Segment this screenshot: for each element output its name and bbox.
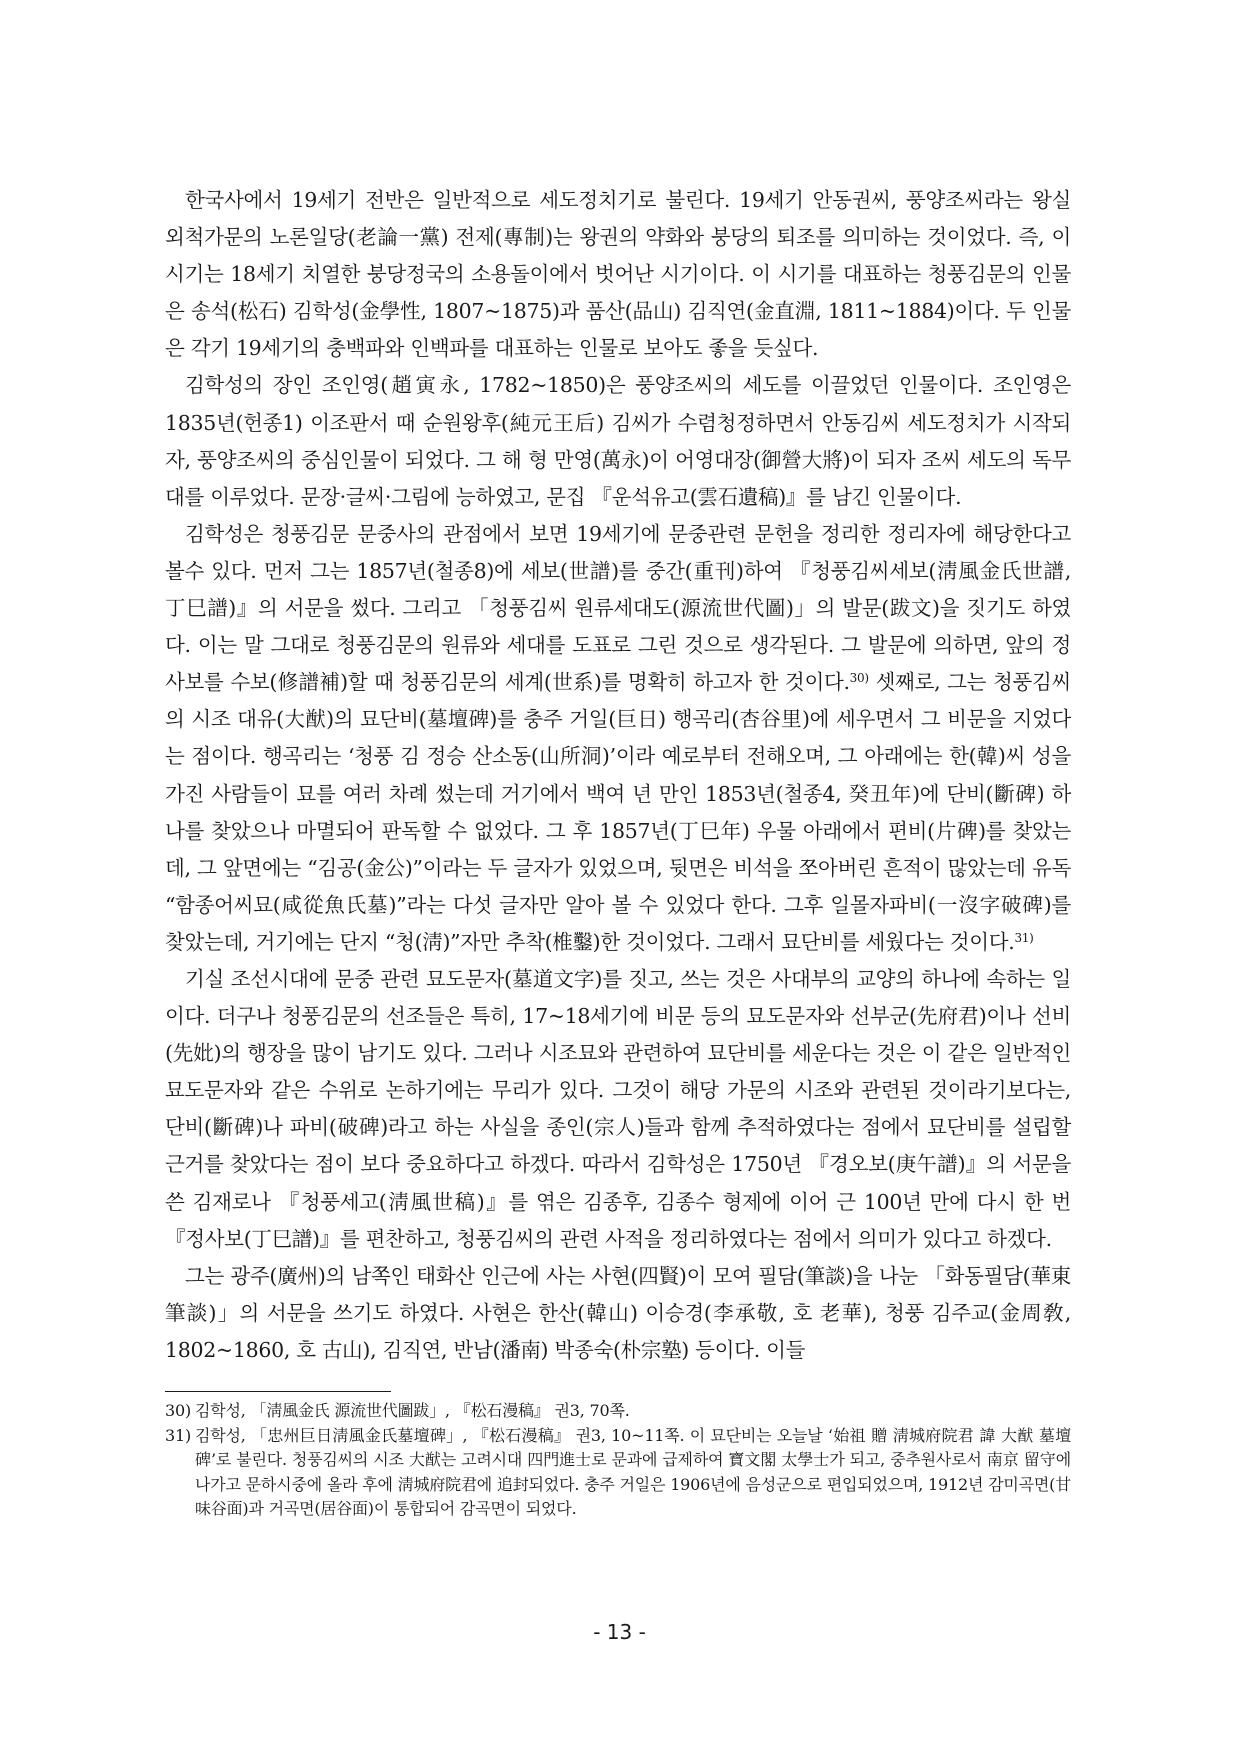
- footnote-number: 30): [165, 1401, 192, 1420]
- paragraph-2: 김학성의 장인 조인영(趙寅永, 1782~1850)은 풍양조씨의 세도를 이끌었던 인물이다. 조인영은 1835년(헌종1) 이조판서 때 순원왕후(純元王后) 김씨가 수렴청정하면서 안동김씨 세도정치가 시작되자, 풍양조씨의 중심인물이 되었다. 그 해 형 만영(萬永)이 어영대장(御營大將)이 되자 조씨 세도의 독무대를 이루었다. 문장·글씨·그림에 능하였고, 문집 『운석유고(雲石遺稿)』를 남긴 인물이다.: [165, 373, 1071, 509]
- paragraph-3-part-2: 셋째로, 그는 청풍김씨의 시조 대유(大猷)의 묘단비(墓壇碑)를 충주 거일(巨日) 행곡리(杏谷里)에 세우면서 그 비문을 지었다는 점이다. 행곡리는 ‘청풍 김 정승 산소동(山所洞)’이라 예로부터 전해오며, 그 아래에는 한(韓)씨 성을 가진 사람들이 묘를 여러 차례 썼는데 거기에서 백여 년 만인 1853년(철종4, 癸丑年)에 단비(斷碑) 하나를 찾았으나 마멸되어 판독할 수 없었다. 그 후 1857년(丁巳年) 우물 아래에서 편비(片碑)를 찾았는데, 그 앞면에는 “김공(金公)”이라는 두 글자가 있었으며, 뒷면은 비석을 쪼아버린 흔적이 많았는데 유독 “함종어씨묘(咸從魚氏墓)”라는 다섯 글자만 알아 볼 수 있었다 한다. 그후 일몰자파비(一沒字破碑)를 찾았는데, 거기에는 단지 “청(淸)”자만 추착(椎鑿)한 것이었다. 그래서 묘단비를 세웠다는 것이다.: [165, 670, 1071, 954]
- paragraph-4: 기실 조선시대에 문중 관련 묘도문자(墓道文字)를 짓고, 쓰는 것은 사대부의 교양의 하나에 속하는 일이다. 더구나 청풍김문의 선조들은 특히, 17~18세기에 비문 등의 묘도문자와 선부군(先府君)이나 선비(先妣)의 행장을 많이 남기도 있다. 그러나 시조묘와 관련하여 묘단비를 세운다는 것은 이 같은 일반적인 묘도문자와 같은 수위로 논하기에는 무리가 있다. 그것이 해당 가문의 시조와 관련된 것이라기보다는, 단비(斷碑)나 파비(破碑)라고 하는 사실을 종인(宗人)들과 함께 추적하였다는 점에서 묘단비를 설립할 근거를 찾았다는 점이 보다 중요하다고 하겠다. 따라서 김학성은 1750년 『경오보(庚午譜)』의 서문을 쓴 김재로나 『청풍세고(淸風世稿)』를 엮은 김종후, 김종수 형제에 이어 근 100년 만에 다시 한 번 『정사보(丁巳譜)』를 편찬하고, 청풍김씨의 관련 사적을 정리하였다는 점에서 의미가 있다고 하겠다.: [165, 966, 1071, 1251]
- body-text: [165, 182, 1071, 1369]
- paragraph-5: 그는 광주(廣州)의 남쪽인 태화산 인근에 사는 사현(四賢)이 모여 필담(筆談)을 나눈 「화동필담(華東筆談)」의 서문을 쓰기도 하였다. 사현은 한산(韓山) 이승경(李承敬, 호 老華), 청풍 김주교(金周敎, 1802~1860, 호 古山), 김직연, 반남(潘南) 박종숙(朴宗塾) 등이다. 이들: [165, 1263, 1071, 1362]
- footnote-ref-30[interactable]: 30): [849, 671, 869, 686]
- paragraph-1: 한국사에서 19세기 전반은 일반적으로 세도정치기로 불린다. 19세기 안동권씨, 풍양조씨라는 왕실 외척가문의 노론일당(老論一黨) 전제(專制)는 왕권의 약화와 붕당의 퇴조를 의미하는 것이었다. 즉, 이 시기는 18세기 치열한 붕당정국의 소용돌이에서 벗어난 시기이다. 이 시기를 대표하는 청풍김문의 인물은 송석(松石) 김학성(金學性, 1807~1875)과 품산(品山) 김직연(金直淵, 1811~1884)이다. 두 인물은 각기 19세기의 충백파와 인백파를 대표하는 인물로 보아도 좋을 듯싶다.: [165, 188, 1071, 361]
- paragraph-3: [165, 516, 1071, 961]
- footnote-text: 김학성, 「淸風金氏 源流世代圖跋」, 『松石漫稿』 권3, 70쪽.: [195, 1401, 630, 1420]
- footnote-31: [165, 1424, 1071, 1522]
- footnotes: [165, 1399, 1071, 1522]
- footnote-text: 김학성, 「忠州巨日淸風金氏墓壇碑」, 『松石漫稿』 권3, 10~11쪽. 이 묘단비는 오늘날 ‘始祖 贈 淸城府院君 諱 大猷 墓壇碑’로 불린다. 청풍김씨의 시조 大猷는 고려시대 四門進士로 문과에 급제하여 寶文閣 太學士가 되고, 중추원사로서 南京 留守에 나가고 문하시중에 올라 후에 淸城府院君에 追封되었다. 충주 거일은 1906년에 음성군으로 편입되었으며, 1912년 감미곡면(甘味谷面)과 거곡면(居谷面)이 통합되어 감곡면이 되었다.: [195, 1425, 1071, 1519]
- footnote-30: [165, 1399, 1071, 1424]
- footnote-divider: [165, 1391, 391, 1392]
- paragraph-3-part-1: 김학성은 청풍김문 문중사의 관점에서 보면 19세기에 문중관련 문헌을 정리한 정리자에 해당한다고 볼수 있다. 먼저 그는 1857년(철종8)에 세보(世譜)를 중간(重刊)하여 『청풍김씨세보(淸風金氏世譜, 丁巳譜)』의 서문을 썼다. 그리고 「청풍김씨 원류세대도(源流世代圖)」의 발문(跋文)을 짓기도 하였다. 이는 말 그대로 청풍김문의 원류와 세대를 도표로 그린 것으로 생각된다. 그 발문에 의하면, 앞의 정사보를 수보(修譜補)할 때 청풍김문의 세계(世系)를 명확히 하고자 한 것이다.: [165, 521, 1071, 695]
- page-number: - 13 -: [593, 1620, 646, 1644]
- footnote-number: 31): [165, 1425, 192, 1445]
- footnote-ref-31[interactable]: 31): [1014, 930, 1034, 945]
